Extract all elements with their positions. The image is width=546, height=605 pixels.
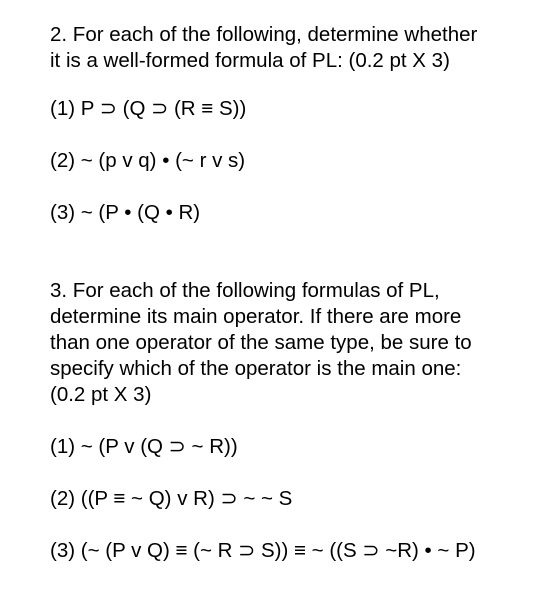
question-2-item-1: (1) P ⊃ (Q ⊃ (R ≡ S)): [50, 97, 247, 120]
question-3-item-1: (1) ~ (P v (Q ⊃ ~ R)): [50, 435, 238, 458]
question-3-prompt-line: than one operator of the same type, be sure to: [50, 331, 472, 354]
question-3-prompt: [50, 278, 540, 408]
question-3-prompt-line: 3. For each of the following formulas of PL,: [50, 279, 440, 302]
document-page: [50, 22, 540, 564]
question-2: [50, 22, 540, 226]
question-3-item-3: (3) (~ (P v Q) ≡ (~ R ⊃ S)) ≡ ~ ((S ⊃ ~R) • ~ P): [50, 539, 476, 562]
question-3: [50, 278, 540, 564]
question-2-item-3: (3) ~ (P • (Q • R): [50, 201, 201, 224]
question-2-prompt-line: it is a well-formed formula of PL: (0.2 pt X 3): [50, 49, 450, 72]
question-2-prompt: [50, 22, 540, 74]
question-3-item-2: (2) ((P ≡ ~ Q) v R) ⊃ ~ ~ S: [50, 487, 293, 510]
question-2-prompt-line: 2. For each of the following, determine whether: [50, 23, 478, 46]
question-2-item-2: (2) ~ (p v q) • (~ r v s): [50, 149, 246, 172]
question-3-prompt-line: (0.2 pt X 3): [50, 383, 152, 406]
question-3-prompt-line: specify which of the operator is the main one:: [50, 357, 462, 380]
question-3-prompt-line: determine its main operator. If there are more: [50, 305, 462, 328]
